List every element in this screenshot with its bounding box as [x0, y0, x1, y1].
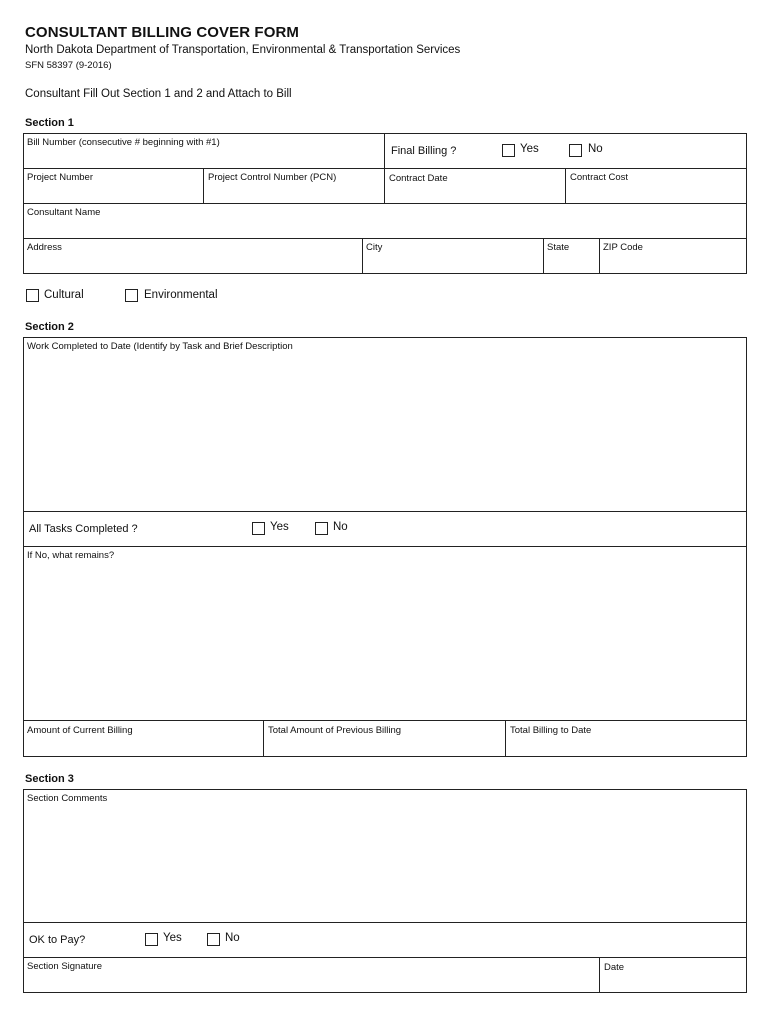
state-field[interactable]: State — [547, 242, 570, 253]
final-billing-label: Final Billing ? — [391, 145, 457, 157]
zip-code-field[interactable]: ZIP Code — [603, 242, 643, 253]
work-completed-field[interactable]: Work Completed to Date (Identify by Task and Brief Description — [27, 341, 293, 352]
city-field[interactable]: City — [366, 242, 383, 253]
divider — [565, 168, 566, 204]
section-comments-field[interactable]: Section Comments — [27, 793, 108, 804]
section-1-heading: Section 1 — [25, 117, 74, 129]
form-title: CONSULTANT BILLING COVER FORM — [25, 24, 299, 41]
divider — [23, 720, 747, 721]
ok-to-pay-yes-checkbox[interactable] — [145, 933, 158, 946]
contract-date-field[interactable]: Contract Date — [389, 173, 448, 184]
what-remains-field[interactable]: If No, what remains? — [27, 550, 115, 561]
divider — [203, 168, 204, 204]
divider — [23, 203, 747, 204]
form-number: SFN 58397 (9-2016) — [25, 60, 112, 71]
ok-to-pay-no-label: No — [225, 932, 240, 944]
divider — [23, 546, 747, 547]
divider — [263, 720, 264, 757]
previous-billing-field[interactable]: Total Amount of Previous Billing — [268, 725, 402, 736]
all-tasks-no-label: No — [333, 521, 348, 533]
project-number-field[interactable]: Project Number — [27, 172, 93, 183]
form-instruction: Consultant Fill Out Section 1 and 2 and Attach to Bill — [25, 88, 292, 100]
section-3-table — [23, 789, 747, 993]
divider — [362, 238, 363, 274]
bill-number-field[interactable]: Bill Number (consecutive # beginning with #1) — [27, 137, 220, 148]
divider — [384, 133, 385, 204]
section-2-heading: Section 2 — [25, 321, 74, 333]
billing-to-date-field[interactable]: Total Billing to Date — [510, 725, 592, 736]
all-tasks-completed-label: All Tasks Completed ? — [29, 523, 138, 535]
divider — [505, 720, 506, 757]
consultant-name-field[interactable]: Consultant Name — [27, 207, 101, 218]
contract-cost-field[interactable]: Contract Cost — [570, 172, 629, 183]
final-billing-yes-label: Yes — [520, 143, 539, 155]
department-subtitle: North Dakota Department of Transportation, Environmental & Transportation Services — [25, 44, 461, 56]
section-2-table — [23, 337, 747, 757]
pcn-field[interactable]: Project Control Number (PCN) — [208, 172, 337, 183]
environmental-label: Environmental — [144, 289, 218, 301]
divider — [23, 168, 747, 169]
ok-to-pay-yes-label: Yes — [163, 932, 182, 944]
section-3-heading: Section 3 — [25, 773, 74, 785]
divider — [23, 922, 747, 923]
divider — [543, 238, 544, 274]
divider — [599, 957, 600, 993]
final-billing-no-checkbox[interactable] — [569, 144, 582, 157]
signature-date-field[interactable]: Date — [604, 962, 625, 973]
final-billing-no-label: No — [588, 143, 603, 155]
ok-to-pay-no-checkbox[interactable] — [207, 933, 220, 946]
address-field[interactable]: Address — [27, 242, 62, 253]
all-tasks-no-checkbox[interactable] — [315, 522, 328, 535]
divider — [599, 238, 600, 274]
divider — [23, 238, 747, 239]
cultural-checkbox[interactable] — [26, 289, 39, 302]
divider — [23, 957, 747, 958]
divider — [23, 511, 747, 512]
current-billing-field[interactable]: Amount of Current Billing — [27, 725, 133, 736]
all-tasks-yes-label: Yes — [270, 521, 289, 533]
environmental-checkbox[interactable] — [125, 289, 138, 302]
ok-to-pay-label: OK to Pay? — [29, 934, 86, 946]
cultural-label: Cultural — [44, 289, 84, 301]
final-billing-yes-checkbox[interactable] — [502, 144, 515, 157]
all-tasks-yes-checkbox[interactable] — [252, 522, 265, 535]
section-signature-field[interactable]: Section Signature — [27, 961, 102, 972]
